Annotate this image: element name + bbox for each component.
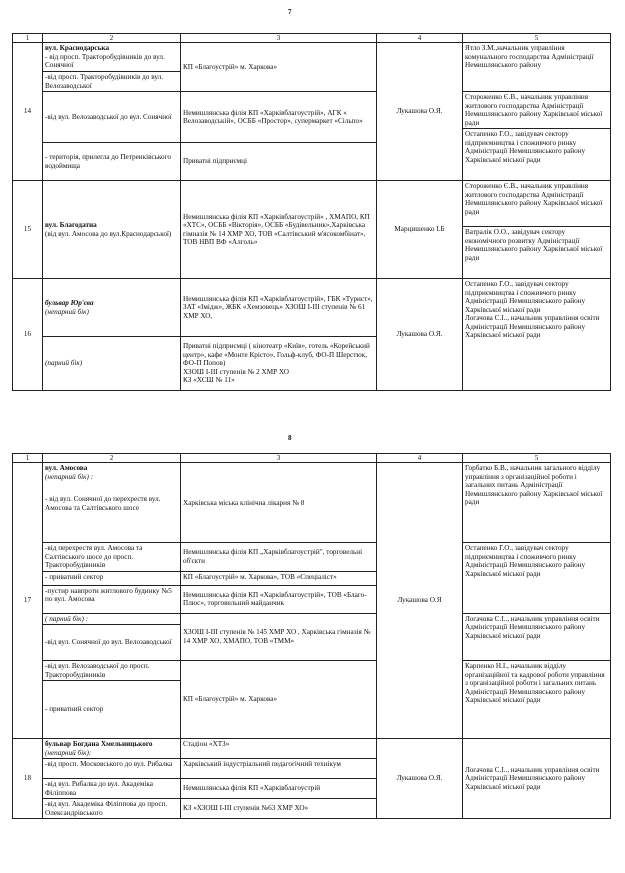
street-segment: -від вул. Сонячної до вул. Велозаводської <box>43 625 181 661</box>
org-cell: КП «Благоустрій» м. Харкова» <box>181 43 377 92</box>
street-side: (парний бік) <box>43 337 181 391</box>
table-row <box>13 543 611 571</box>
org-cell: Немишлянська філія КП «Харківблагоустрій» , ХМАПО, КП «ХТС», ОСББ «Вікторія», ОСББ «Будівельник»,Харківська гімназія № 14 ХМР ХО, ТОВ «Салтівський м'ясокомбінат», ТОВ НВП ВФ «Алголь» <box>181 181 377 279</box>
table-row <box>13 661 611 681</box>
street-segment: -від просп. Московського до вул. Рибалка <box>43 759 181 779</box>
street-side: ( парний бік) : <box>43 613 181 624</box>
contact-cell: Остапенко Г.О., завідувач сектору підприємництва і споживчого ринку Адміністрації Немишлянського району Харківської міської ради <box>463 129 611 181</box>
org-cell: ХЗОШ І-ІІІ ступенів № 145 ХМР ХО , Харківська гімназія № 14 ХМР ХО, ХМАПО, ТОВ «ТММ» <box>181 613 377 660</box>
org-cell: Немишлянська філія КП «Харківблагоустрій», ТОВ «Благо-Плюс», торговельний майданчик <box>181 585 377 613</box>
table-row <box>13 279 611 337</box>
contact-cell: Логачова С.І.., начальник управління освіти Адміністрації Немишлянського району Харківської міської ради <box>463 613 611 660</box>
responsible-cell: Лукашова О.Я. <box>377 279 463 391</box>
table-row <box>13 613 611 624</box>
header-cell: 5 <box>463 454 611 463</box>
header-cell: 5 <box>463 34 611 43</box>
responsible-cell: Марцишенко І.Б <box>377 181 463 279</box>
page7-table <box>12 33 611 391</box>
table-header-row <box>13 34 611 43</box>
street-side: (непарний бік) <box>45 307 89 316</box>
header-cell: 4 <box>377 34 463 43</box>
org-cell: Приватні підприємці ( кінотеатр «Київ», готель «Корейський центр», кафе «Монте Крісто», Гольф-клуб, ФО-П Шерстюк, ФО-П Попов) ХЗОШ І-ІІІ ступенів № 2 ХМР ХО КЗ «ХСШ № 11» <box>181 337 377 391</box>
contact-cell: Остапенко Г.О., завідувач сектору підприємництва і споживчого ринку Адміністрації Немишлянського району Харківської міської ради <box>463 543 611 613</box>
org-cell: КЗ «ХЗОШ І-ІІІ ступенів №63 ХМР ХО» <box>181 799 377 819</box>
table-row <box>13 181 611 227</box>
page-number: 8 <box>288 434 292 442</box>
responsible-cell: Лукашова О.Я. <box>377 43 463 181</box>
street-segment: - від просп. Тракторобудівників до вул. Сонячної <box>45 52 165 70</box>
org-cell: КП «Благоустрій» м. Харкова» <box>181 661 377 739</box>
street-cell <box>43 463 181 543</box>
street-segment: -від перехрестя вул. Амосова та Салтівського шосе до просп. Тракторобудівників <box>43 543 181 571</box>
header-cell: 1 <box>13 34 43 43</box>
contact-cell: Ватралік О.О., завідувач сектору економічного розвитку Адміністрації Немишлянського району Харківської міської ради <box>463 227 611 279</box>
responsible-cell: Лукашова О.Я <box>377 463 463 739</box>
header-cell: 3 <box>181 34 377 43</box>
street-title: вул. Благодатна <box>45 221 97 230</box>
row-number: 15 <box>13 181 43 279</box>
org-cell: Приватні підприємці <box>181 143 377 181</box>
street-segment: -від просп. Тракторобудівників до вул. Велозаводської <box>43 72 181 92</box>
contact-cell: Стороженко Є.В., начальник управління житлового господарства Адміністрації Немишлянського району Харківської міської ради <box>463 181 611 227</box>
header-cell: 2 <box>43 454 181 463</box>
header-cell: 3 <box>181 454 377 463</box>
contact-cell: Остапенко Г.О., завідувач сектору підприємництва і споживчого ринку Адміністрації Немишлянського району Харківської міської ради Логачова С.І.., начальник управління освіти Адміністрації Немишлянського району Харківської міської ради <box>463 279 611 391</box>
header-cell: 4 <box>377 454 463 463</box>
street-cell <box>43 279 181 337</box>
table-row <box>13 463 611 543</box>
street-cell <box>43 43 181 72</box>
table-row <box>13 92 611 129</box>
org-cell: Харківський індустріальний педагогічний технікум <box>181 759 377 779</box>
contact-cell: Карпенко Н.І., начальник відділу організаційної та кадрової роботи управління з організаційної роботи і загальних питань Адміністрації Немишлянського району Харківської міської ради <box>463 661 611 739</box>
street-cell <box>43 739 181 759</box>
street-title: вул. Амосова <box>45 464 88 473</box>
street-segment: -від вул. Велозаводської до просп. Тракторобудівників <box>43 661 181 681</box>
org-cell: Немишлянська філія КП «Харківблагоустрій», АГК « Велозаводській», ОСББ «Простор», супермаркет «Сільпо» <box>181 92 377 143</box>
street-segment: - приватний сектор <box>43 681 181 739</box>
row-number: 18 <box>13 739 43 819</box>
page-number: 7 <box>288 8 292 16</box>
row-number: 16 <box>13 279 43 391</box>
street-segment: -пустир навпроти житлового будинку №5 по вул. Амосова <box>43 585 181 613</box>
street-side: (непарний бік) : <box>45 472 94 481</box>
table-row <box>13 43 611 72</box>
street-segment: (від вул. Амосова до вул.Краснодарської) <box>45 229 172 238</box>
org-cell: Харківська міська клінічна лікарня № 8 <box>181 463 377 543</box>
street-title: вул. Краснодарська <box>45 44 110 53</box>
street-segment: - територія, прилегла до Петренківського водоймища <box>43 143 181 181</box>
row-number: 14 <box>13 43 43 181</box>
street-segment: -від вул. Велозаводської до вул. Сонячної <box>43 92 181 143</box>
street-segment: -від вул. Рибалка до вул. Академіка Філіппова <box>43 779 181 799</box>
header-cell: 1 <box>13 454 43 463</box>
street-side: (непарний бік): <box>45 748 92 757</box>
street-cell <box>43 181 181 279</box>
org-cell: Немишлянська філія КП «Харківблагоустрій <box>181 779 377 799</box>
street-segment: - від вул. Сонячної до перехрестя вул. Амосова та Салтівського шосе <box>45 495 161 512</box>
header-cell: 2 <box>43 34 181 43</box>
org-cell: Немишлянська філія КП «Харківблагоустрій», ГБК «Турист», ЗАТ «Імідж», ЖБК «Хемзовець» ХЗОШ І-ІІІ ступенів № 61 ХМР ХО, <box>181 279 377 337</box>
row-number: 17 <box>13 463 43 739</box>
contact-cell: Ятло З.М.,начальник управління комунального господарства Адміністрації Немишлянського району <box>463 43 611 92</box>
contact-cell: Стороженко Є.В., начальник управління житлового господарства Адміністрації Немишлянського району Харківської міської ради <box>463 92 611 129</box>
org-cell: Стадіон «ХТЗ» <box>181 739 377 759</box>
page8-table <box>12 453 611 819</box>
org-cell: Немишлянська філія КП „Харківблагоустрій", торговельні об'єкти <box>181 543 377 571</box>
table-header-row <box>13 454 611 463</box>
street-segment: - приватний сектор <box>43 571 181 585</box>
contact-cell: Логачова С.І.., начальник управління освіти Адміністрації Немишлянського району Харківської міської ради <box>463 739 611 819</box>
org-cell: КП «Благоустрій» м. Харкова», ТОВ «Спеціаліст» <box>181 571 377 585</box>
table-row <box>13 739 611 759</box>
street-title: бульвар Юр'єва <box>45 299 94 308</box>
street-segment: -від вул. Академіка Філіппова до просп. Олександрівського <box>43 799 181 819</box>
street-title: бульвар Богдана Хмельницького <box>45 740 153 749</box>
contact-cell: Горбатко Б.В., начальник загального відділу управління з організаційної роботи і загальних питань Адміністрації Немишлянського району Харківської міської ради <box>463 463 611 543</box>
responsible-cell: Лукашова О.Я. <box>377 739 463 819</box>
